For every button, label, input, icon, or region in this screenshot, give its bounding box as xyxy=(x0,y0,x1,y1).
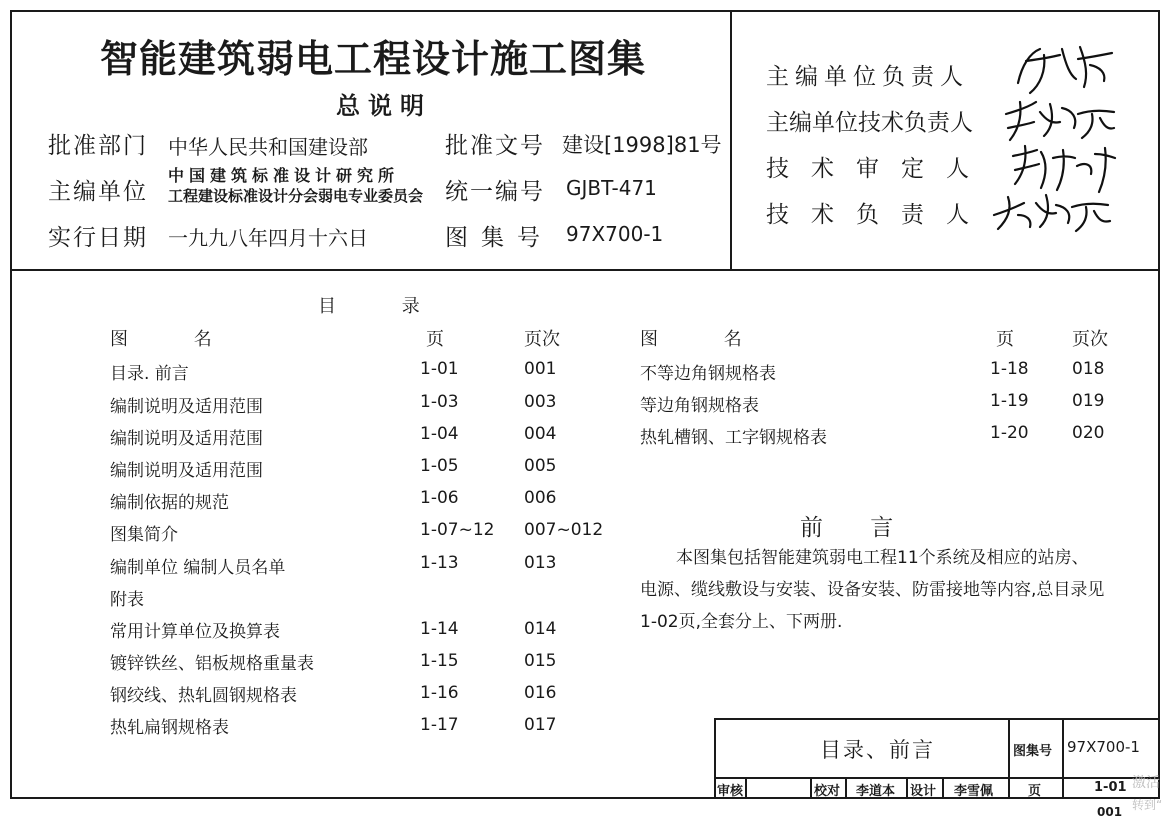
toc-row-name: 编制说明及适用范围 xyxy=(110,461,263,481)
atlas-no: 97X700-1 xyxy=(566,222,664,246)
toc-row-name: 编制依据的规范 xyxy=(110,493,229,513)
toc-row-seq: 001 xyxy=(524,359,557,379)
toc-row-name: 常用计算单位及换算表 xyxy=(110,622,280,642)
toc-row-name: 热轧扁钢规格表 xyxy=(110,718,229,738)
toc-row-seq: 013 xyxy=(524,553,557,573)
manager-role-chief-unit: 主编单位负责人 xyxy=(766,64,969,90)
preface-line-1: 本图集包括智能建筑弱电工程11个系统及相应的站房、 xyxy=(676,548,1089,568)
effective-date: 一九九八年四月十六日 xyxy=(168,226,368,250)
toc-row-page: 1-13 xyxy=(420,553,459,573)
toc-row-seq: 016 xyxy=(524,683,557,703)
toc-left-header-name: 图 名 xyxy=(110,329,242,350)
preface-line-2: 电源、缆线敷设与安装、设备安装、防雷接地等内容,总目录见 xyxy=(640,580,1105,600)
title-block-vline-b xyxy=(1062,718,1064,799)
toc-row-seq: 018 xyxy=(1072,359,1105,379)
toc-row-page: 1-20 xyxy=(990,423,1029,443)
preface-line-3: 1-02页,全套分上、下两册. xyxy=(640,612,843,632)
header-divider xyxy=(730,10,732,271)
toc-row-page: 1-18 xyxy=(990,359,1029,379)
toc-row-name: 附表 xyxy=(110,590,144,610)
title-block-vline-a xyxy=(1008,718,1010,799)
toc-row-seq: 003 xyxy=(524,392,557,412)
title-block-vline-g xyxy=(942,777,944,799)
toc-row-page: 1-16 xyxy=(420,683,459,703)
toc-row-page: 1-04 xyxy=(420,424,459,444)
toc-row-seq: 019 xyxy=(1072,391,1105,411)
toc-row-seq: 006 xyxy=(524,488,557,508)
toc-row-name: 编制单位 编制人员名单 xyxy=(110,558,286,578)
drawing-title: 目录、前言 xyxy=(820,738,935,762)
toc-right-header-seq: 页次 xyxy=(1072,329,1108,350)
title-block-vline-c xyxy=(745,777,747,799)
signature-1-icon xyxy=(1000,35,1120,100)
unified-no-label: 统一编号 xyxy=(445,179,545,205)
toc-row-name: 编制说明及适用范围 xyxy=(110,429,263,449)
toc-row-seq: 014 xyxy=(524,619,557,639)
atlas-no-box: 97X700-1 xyxy=(1067,738,1140,756)
page-label: 页 xyxy=(1028,784,1042,799)
signature-2-icon xyxy=(1000,92,1120,147)
title-block-hline xyxy=(714,777,1160,779)
page-subtitle: 总说明 xyxy=(336,92,432,120)
toc-row-page: 1-15 xyxy=(420,651,459,671)
title-block-vline-e xyxy=(845,777,847,799)
toc-row-seq: 007~012 xyxy=(524,520,604,540)
toc-right-header-name: 图 名 xyxy=(640,329,772,350)
manager-role-tech-review: 技术审定人 xyxy=(766,156,991,182)
toc-row-name: 目录. 前言 xyxy=(110,364,189,384)
toc-row-page: 1-19 xyxy=(990,391,1029,411)
approval-dept-label: 批准部门 xyxy=(48,133,148,159)
manager-role-tech-unit: 主编单位技术负责人 xyxy=(766,110,973,136)
toc-row-name: 等边角钢规格表 xyxy=(640,396,759,416)
toc-row-seq: 005 xyxy=(524,456,557,476)
designer-name: 李雪佩 xyxy=(954,784,994,799)
toc-row-page: 1-14 xyxy=(420,619,459,639)
toc-row-seq: 004 xyxy=(524,424,557,444)
toc-row-name: 编制说明及适用范围 xyxy=(110,397,263,417)
unified-no: GJBT-471 xyxy=(566,176,657,200)
atlas-no-label-box: 图集号 xyxy=(1013,744,1053,759)
check-label: 校对 xyxy=(814,784,841,799)
title-block-vline-f xyxy=(906,777,908,799)
toc-title: 目 录 xyxy=(318,296,450,317)
page-seq: 001 xyxy=(1097,805,1123,819)
approval-dept: 中华人民共和国建设部 xyxy=(168,135,368,159)
editor-unit-label: 主编单位 xyxy=(48,179,148,205)
toc-row-name: 钢绞线、热轧圆钢规格表 xyxy=(110,686,297,706)
toc-row-seq: 017 xyxy=(524,715,557,735)
page-number: 1-01 xyxy=(1094,780,1127,795)
toc-row-page: 1-03 xyxy=(420,392,459,412)
toc-row-page: 1-17 xyxy=(420,715,459,735)
design-label: 设计 xyxy=(910,784,937,799)
toc-row-seq: 020 xyxy=(1072,423,1105,443)
approval-doc: 建设[1998]81号 xyxy=(562,133,722,157)
toc-left-header-seq: 页次 xyxy=(524,329,560,350)
toc-row-page: 1-01 xyxy=(420,359,459,379)
toc-row-page: 1-05 xyxy=(420,456,459,476)
toc-left-header-page: 页 xyxy=(426,329,444,350)
effective-date-label: 实行日期 xyxy=(48,225,148,251)
preface-title: 前 言 xyxy=(800,515,914,541)
toc-row-page: 1-06 xyxy=(420,488,459,508)
title-block-vline-d xyxy=(810,777,812,799)
page-title: 智能建筑弱电工程设计施工图集 xyxy=(100,37,647,81)
toc-row-seq: 015 xyxy=(524,651,557,671)
toc-row-name: 热轧槽钢、工字钢规格表 xyxy=(640,428,827,448)
editor-unit-line2: 工程建设标准设计分会弱电专业委员会 xyxy=(168,187,424,205)
editor-unit-line1: 中国建筑标准设计研究所 xyxy=(168,166,400,185)
toc-row-name: 镀锌铁丝、铝板规格重量表 xyxy=(110,654,314,674)
watermark-line-1: 激活 xyxy=(1132,775,1160,791)
toc-row-name: 图集简介 xyxy=(110,525,178,545)
signature-4-icon xyxy=(990,185,1115,235)
manager-role-tech-lead: 技术负责人 xyxy=(766,202,991,228)
approval-doc-label: 批准文号 xyxy=(445,133,545,159)
watermark-line-2: 转到“ xyxy=(1132,798,1163,812)
toc-right-header-page: 页 xyxy=(996,329,1014,350)
toc-row-name: 不等边角钢规格表 xyxy=(640,364,776,384)
toc-row-page: 1-07~12 xyxy=(420,520,495,540)
checker-name: 李道本 xyxy=(856,784,896,799)
review-label: 审核 xyxy=(717,784,744,799)
atlas-no-label: 图集号 xyxy=(445,225,553,251)
